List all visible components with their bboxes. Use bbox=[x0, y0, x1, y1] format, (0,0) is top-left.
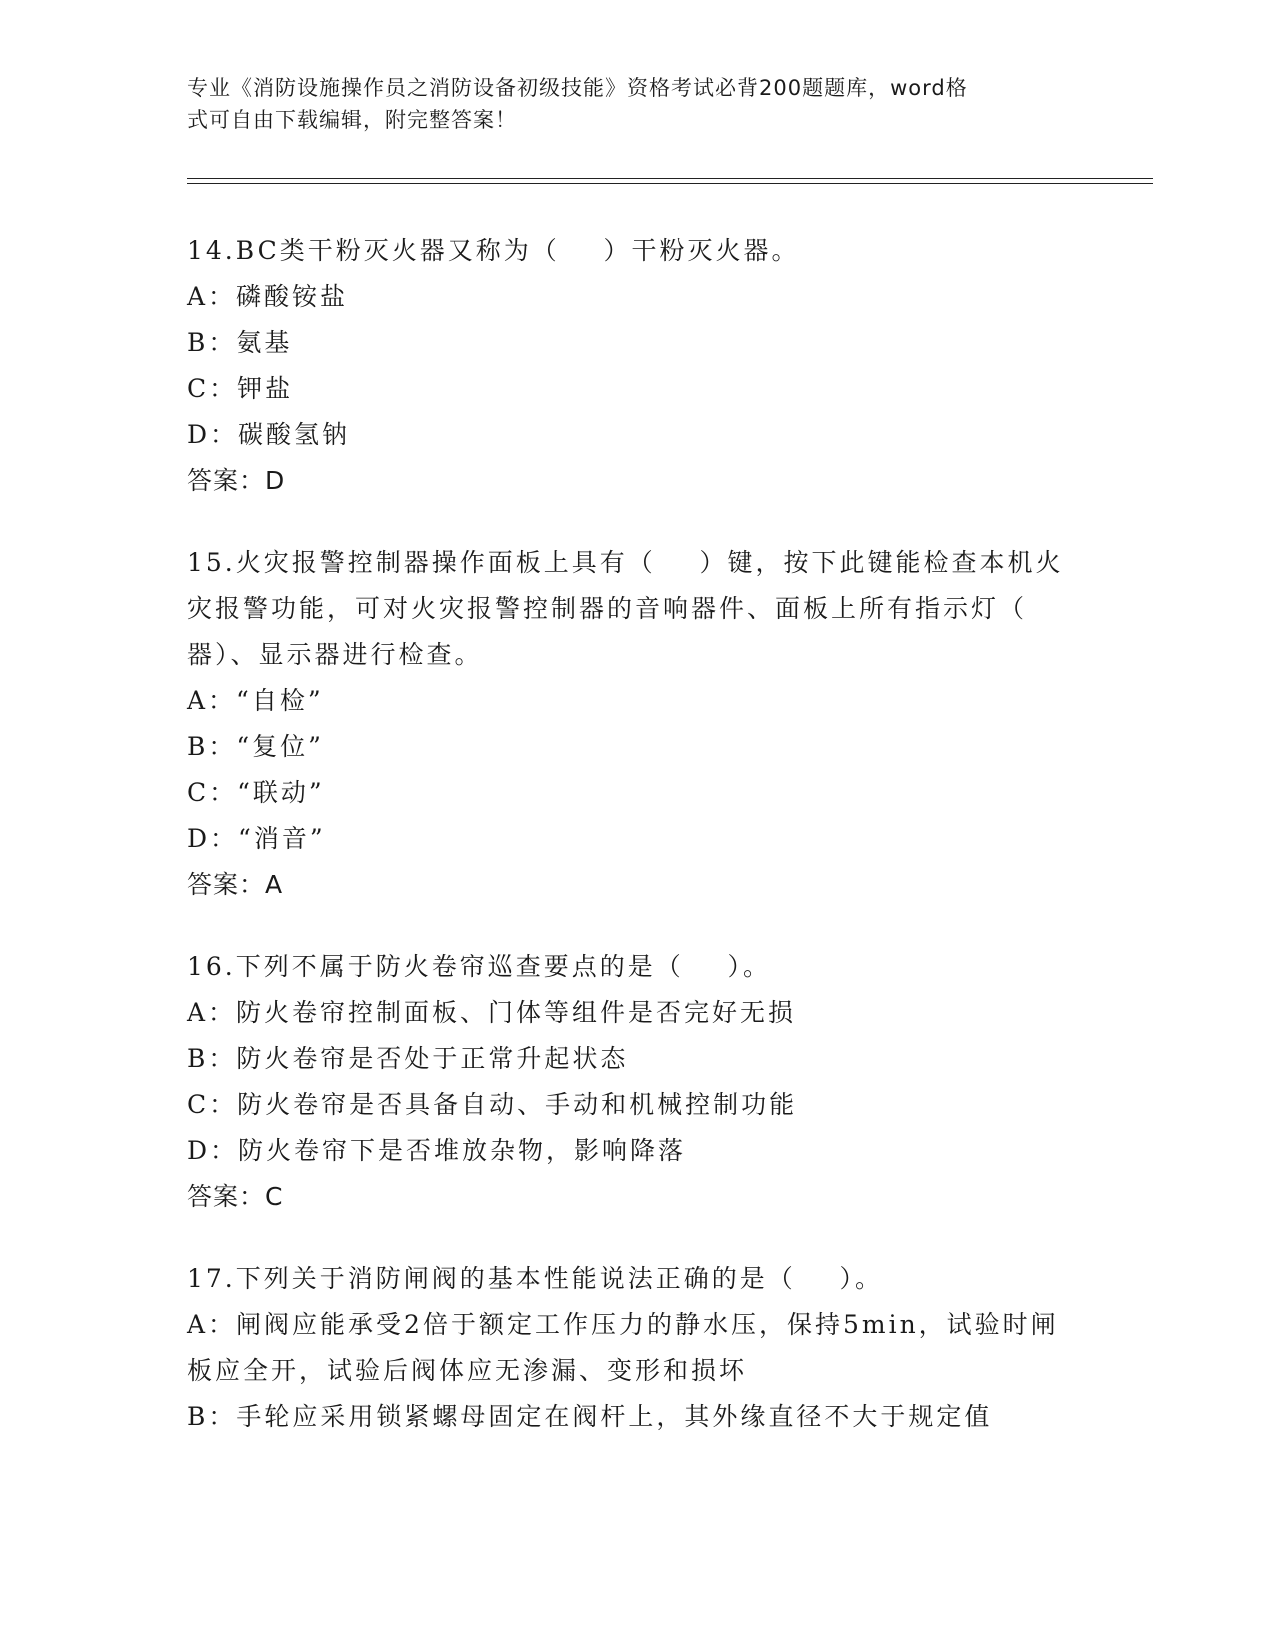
option-c: C：防火卷帘是否具备自动、手动和机械控制功能 bbox=[187, 1090, 798, 1119]
header-line-2: 式可自由下载编辑，附完整答案！ bbox=[187, 108, 517, 132]
question-stem: 14.BC类干粉灭火器又称为（ ）干粉灭火器。 bbox=[187, 236, 800, 265]
option-d: D：碳酸氢钠 bbox=[187, 420, 351, 449]
question-14 bbox=[187, 228, 1087, 504]
answer: 答案：D bbox=[187, 466, 286, 495]
question-stem: 16.下列不属于防火卷帘巡查要点的是（ ）。 bbox=[187, 952, 772, 981]
option-d: D：“消音” bbox=[187, 824, 326, 853]
question-16 bbox=[187, 944, 1087, 1220]
option-a: A：“自检” bbox=[187, 686, 324, 715]
option-a-line-1: A：闸阀应能承受2倍于额定工作压力的静水压，保持5min，试验时闸 bbox=[187, 1310, 1059, 1339]
question-15 bbox=[187, 540, 1087, 908]
question-stem-line-3: 器）、显示器进行检查。 bbox=[187, 640, 483, 669]
answer: 答案：C bbox=[187, 1182, 284, 1211]
option-c: C：钾盐 bbox=[187, 374, 294, 403]
option-c: C：“联动” bbox=[187, 778, 325, 807]
option-b: B：手轮应采用锁紧螺母固定在阀杆上，其外缘直径不大于规定值 bbox=[187, 1402, 993, 1431]
header-line-1: 专业《消防设施操作员之消防设备初级技能》资格考试必背200题题库，word格 bbox=[187, 76, 968, 100]
question-stem: 17.下列关于消防闸阀的基本性能说法正确的是（ ）。 bbox=[187, 1264, 884, 1293]
option-d: D：防火卷帘下是否堆放杂物，影响降落 bbox=[187, 1136, 687, 1165]
answer: 答案：A bbox=[187, 870, 284, 899]
option-a-line-2: 板应全开，试验后阀体应无渗漏、变形和损坏 bbox=[187, 1356, 748, 1385]
option-a: A：磷酸铵盐 bbox=[187, 282, 349, 311]
option-a: A：防火卷帘控制面板、门体等组件是否完好无损 bbox=[187, 998, 797, 1027]
question-stem-line-2: 灾报警功能，可对火灾报警控制器的音响器件、面板上所有指示灯（ bbox=[187, 594, 1028, 623]
option-b: B：氨基 bbox=[187, 328, 293, 357]
question-17 bbox=[187, 1256, 1087, 1440]
question-stem-line-1: 15.火灾报警控制器操作面板上具有（ ）键，按下此键能检查本机火 bbox=[187, 548, 1064, 577]
header-divider-top bbox=[187, 178, 1153, 179]
document-header bbox=[187, 72, 1087, 136]
option-b: B：“复位” bbox=[187, 732, 324, 761]
option-b: B：防火卷帘是否处于正常升起状态 bbox=[187, 1044, 629, 1073]
header-divider-bottom bbox=[187, 183, 1153, 184]
